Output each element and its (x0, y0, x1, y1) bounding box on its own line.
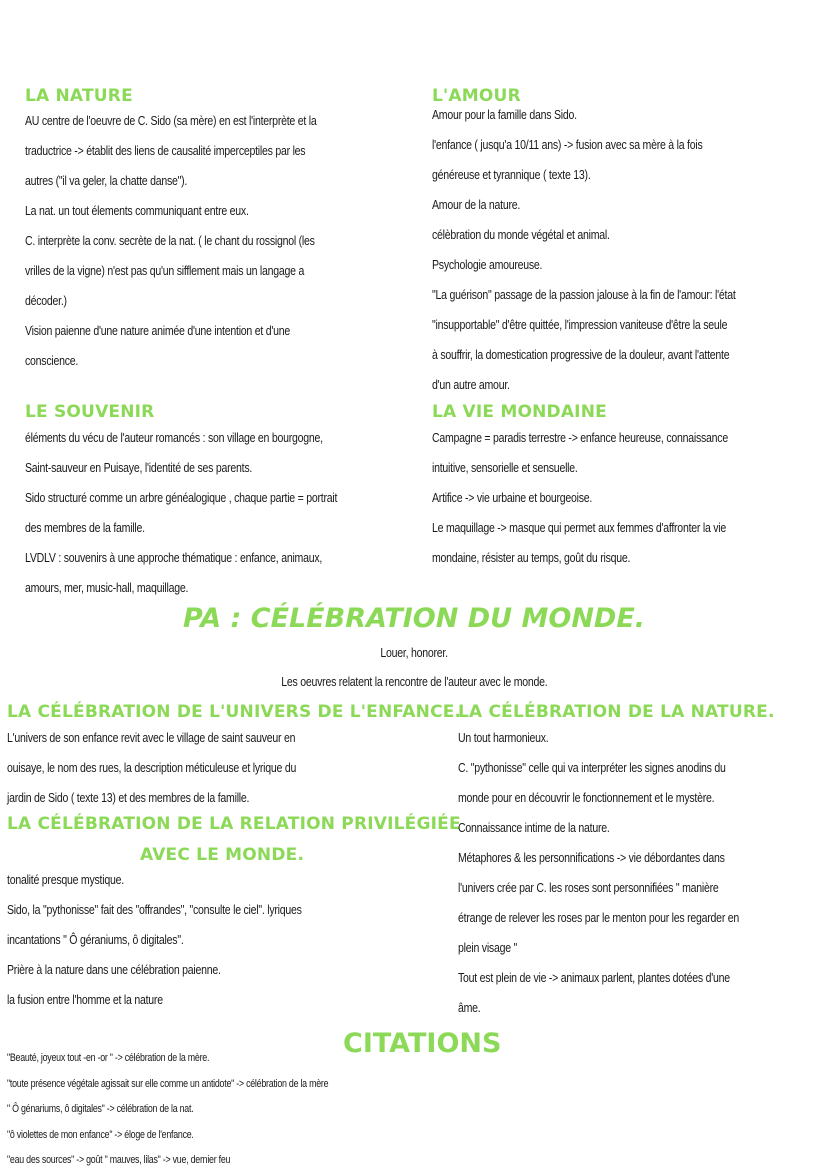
text-line: âme. (458, 1000, 481, 1015)
celeb-nature-title: LA CÉLÉBRATION DE LA NATURE. (458, 702, 775, 722)
text-line: décoder.) (25, 293, 67, 308)
text-line: mondaine, résister au temps, goût du risque. (432, 550, 631, 565)
citation-line: " Ô génariums, ô digitales" -> célébration de la nat. (7, 1103, 194, 1115)
text-line: Prière à la nature dans une célébration paienne. (7, 962, 221, 977)
text-line: tonalité presque mystique. (7, 872, 124, 887)
text-line: traductrice -> établit des liens de causalité imperceptiles par les (25, 143, 306, 158)
pa-line1-text: Louer, honorer. (380, 645, 448, 660)
text-line: jardin de Sido ( texte 13) et des membres de la famille. (7, 790, 250, 805)
enfance-title: LA CÉLÉBRATION DE L'UNIVERS DE L'ENFANCE. (7, 702, 462, 722)
text-line: Amour de la nature. (432, 197, 521, 212)
mondaine-title: LA VIE MONDAINE (432, 402, 607, 422)
text-line: à souffrir, la domestication progressive de la douleur, avant l'attente (432, 347, 730, 362)
text-line: l'univers crée par C. les roses sont personnifiées " manière (458, 880, 719, 895)
text-line: Connaissance intime de la nature. (458, 820, 610, 835)
text-line: d'un autre amour. (432, 377, 510, 392)
text-line: vrilles de la vigne) n'est pas qu'un sifflement mais un langage a (25, 263, 305, 278)
text-line: Saint-sauveur en Puisaye, l'identité de ses parents. (25, 460, 253, 475)
text-line: autres ("il va geler, la chatte danse"). (25, 173, 188, 188)
text-line: Artifice -> vie urbaine et bourgeoise. (432, 490, 593, 505)
text-line: Psychologie amoureuse. (432, 257, 543, 272)
text-line: incantations " Ô géraniums, ô digitales". (7, 932, 184, 947)
text-line: des membres de la famille. (25, 520, 145, 535)
citations-list (7, 1046, 328, 1174)
text-line: Tout est plein de vie -> animaux parlent, plantes dotées d'une (458, 970, 730, 985)
text-line: Amour pour la famille dans Sido. (432, 107, 577, 122)
text-line: "insupportable" d'être quittée, l'impression vaniteuse d'être la seule (432, 317, 728, 332)
amour-text (432, 100, 736, 400)
text-line: conscience. (25, 353, 79, 368)
mondaine-text (432, 423, 728, 573)
text-line: intuitive, sensorielle et sensuelle. (432, 460, 578, 475)
text-line: Campagne = paradis terrestre -> enfance heureuse, connaissance (432, 430, 728, 445)
relation-text (7, 865, 302, 1015)
text-line: "La guérison" passage de la passion jalouse à la fin de l'amour: l'état (432, 287, 736, 302)
text-line: l'enfance ( jusqu'a 10/11 ans) -> fusion avec sa mère à la fois (432, 137, 703, 152)
text-line: LVDLV : souvenirs à une approche thématique : enfance, animaux, (25, 550, 323, 565)
text-line: la fusion entre l'homme et la nature (7, 992, 163, 1007)
text-line: La nat. un tout élements communiquant entre eux. (25, 203, 249, 218)
nature-text (25, 106, 316, 376)
text-line: AU centre de l'oeuvre de C. Sido (sa mère) en est l'interprète et la (25, 113, 317, 128)
citation-line: "eau des sources" -> goût " mauves, lilas" -> vue, dernier feu (7, 1154, 231, 1166)
text-line: Vision paienne d'une nature animée d'une intention et d'une (25, 323, 291, 338)
citation-line: "ô violettes de mon enfance" -> éloge de l'enfance. (7, 1128, 194, 1141)
text-line: C. interprète la conv. secrète de la nat. ( le chant du rossignol (les (25, 233, 315, 248)
citation-line: "Beauté, joyeux tout -en -or " -> célébration de la mère. (7, 1052, 210, 1064)
nature-title: LA NATURE (25, 86, 133, 106)
celeb-nature-text (458, 723, 739, 1023)
text-line: C. "pythonisse" celle qui va interpréter les signes anodins du (458, 760, 726, 775)
text-line: Sido, la "pythonisse" fait des "offrandes", "consulte le ciel". lyriques (7, 902, 302, 917)
text-line: monde pour en découvrir le fonctionnement et le mystère. (458, 790, 715, 805)
citations-title: CITATIONS (343, 1028, 502, 1059)
relation-title-1: LA CÉLÉBRATION DE LA RELATION PRIVILÉGIÉE (7, 814, 461, 834)
pa-line2 (0, 667, 828, 697)
text-line: généreuse et tyrannique ( texte 13). (432, 167, 591, 182)
text-line: Métaphores & les personnifications -> vie débordantes dans (458, 850, 725, 865)
souvenir-text (25, 423, 337, 603)
relation-title-2: AVEC LE MONDE. (140, 845, 305, 865)
text-line: éléments du vécu de l'auteur romancés : son village en bourgogne, (25, 430, 323, 445)
enfance-text (7, 723, 296, 813)
citation-line: "toute présence végétale agissait sur elle comme un antidote" -> célébration de la mère (7, 1077, 329, 1090)
pa-line2-text: Les oeuvres relatent la rencontre de l'auteur avec le monde. (280, 674, 548, 689)
pa-title: PA : CÉLÉBRATION DU MONDE. (182, 603, 646, 634)
amour-title: L'AMOUR (432, 86, 521, 106)
text-line: L'univers de son enfance revit avec le village de saint sauveur en (7, 730, 296, 745)
pa-line1 (0, 638, 828, 668)
text-line: ouisaye, le nom des rues, la description méticuleuse et lyrique du (7, 760, 297, 775)
text-line: plein visage " (458, 940, 518, 955)
text-line: amours, mer, music-hall, maquillage. (25, 580, 189, 595)
text-line: Un tout harmonieux. (458, 730, 549, 745)
souvenir-title: LE SOUVENIR (25, 402, 155, 422)
text-line: Sido structuré comme un arbre généalogique , chaque partie = portrait (25, 490, 338, 505)
text-line: Le maquillage -> masque qui permet aux femmes d'affronter la vie (432, 520, 727, 535)
text-line: célèbration du monde végétal et animal. (432, 227, 610, 242)
text-line: étrange de relever les roses par le menton pour les regarder en (458, 910, 740, 925)
